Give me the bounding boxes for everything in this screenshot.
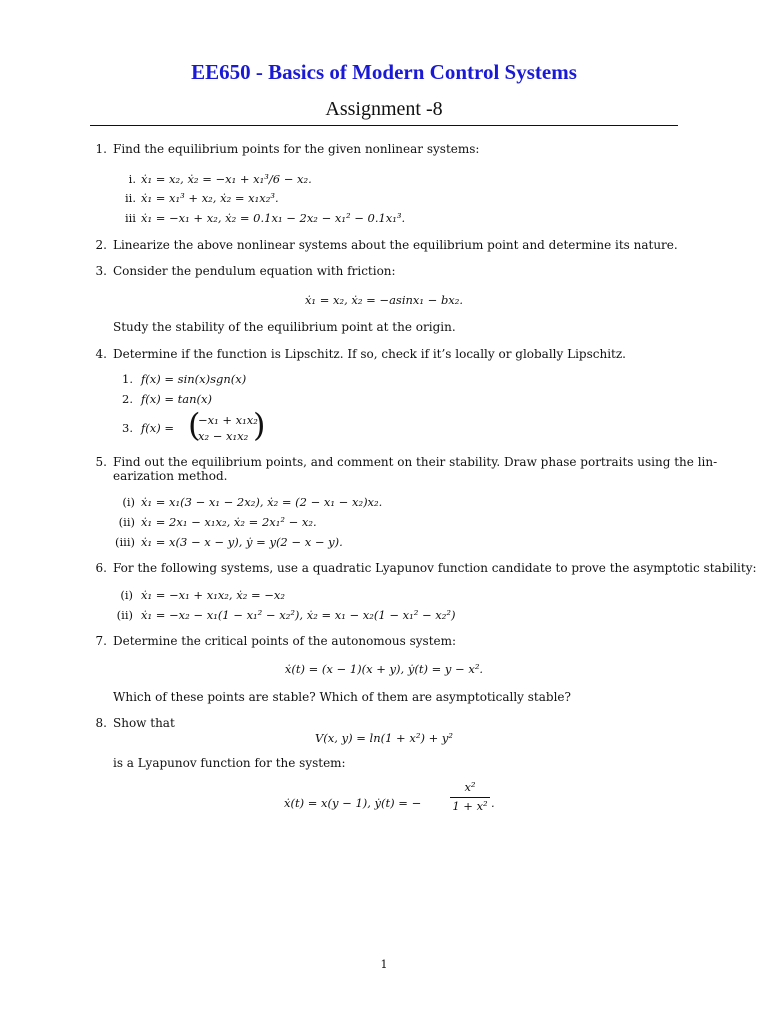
q1-item-eq: ẋ₁ = −x₁ + x₂, ẋ₂ = 0.1x₁ − 2x₂ − x₁² − 0.1x₁³. [141,211,406,225]
q7-text: Determine the critical points of the autonomous system: [113,634,457,648]
q8-equation-v: V(x, y) = ln(1 + x²) + y² [315,731,453,745]
q1-item-label: i. [128,172,136,186]
q3-after-text: Study the stability of the equilibrium point at the origin. [113,320,456,334]
q5-item-eq: ẋ₁ = 2x₁ − x₁x₂, ẋ₂ = 2x₁² − x₂. [141,515,317,529]
q6-item-label: (ii) [116,608,133,622]
q3-text: Consider the pendulum equation with friction: [113,264,396,278]
q4-matrix-row: x₂ − x₁x₂ [198,429,249,443]
q7-after-text: Which of these points are stable? Which of them are asymptotically stable? [113,690,571,704]
q8-text: Show that [113,716,175,730]
q5-number: 5. [95,455,107,469]
q4-item-label: 2. [122,392,133,406]
q5-item-label: (iii) [114,535,135,549]
q7-equation: ẋ(t) = (x − 1)(x + y), ẏ(t) = y − x². [284,662,484,676]
q1-number: 1. [95,142,107,156]
q2-text: Linearize the above nonlinear systems about the equilibrium point and determine its nature. [113,238,678,252]
document-title: EE650 - Basics of Modern Control Systems [191,60,577,84]
q8-equation-part: ẋ(t) = x(y − 1), ẏ(t) = − [284,796,422,810]
q4-matrix-row: −x₁ + x₁x₂ [198,413,258,427]
q2-number: 2. [95,238,107,252]
fraction-denominator: 1 + x² [452,799,488,813]
q7-number: 7. [95,634,107,648]
q6-item-eq: ẋ₁ = −x₂ − x₁(1 − x₁² − x₂²), ẋ₂ = x₁ − x₂(1 − x₁² − x₂²) [141,608,456,622]
q4-text: Determine if the function is Lipschitz. If so, check if it’s locally or globally Lipschitz. [113,347,626,361]
q8-number: 8. [95,716,107,730]
q6-item-label: (i) [120,588,133,602]
q1-item-label: ii. [124,191,136,205]
fraction-numerator: x² [464,780,476,794]
q5-item-eq: ẋ₁ = x(3 − x − y), ẏ = y(2 − x − y). [141,535,343,549]
q8-mid-text: is a Lyapunov function for the system: [113,756,346,770]
q1-item-label: iii [124,211,136,225]
q6-number: 6. [95,561,107,575]
q4-item-eq: f(x) = [141,421,175,435]
document-subtitle: Assignment -8 [325,98,443,120]
q4-item-eq: f(x) = tan(x) [141,392,213,406]
q4-number: 4. [95,347,107,361]
q6-text: For the following systems, use a quadratic Lyapunov function candidate to prove the asymptotic stability: [113,561,757,575]
q4-item-label: 3. [122,421,133,435]
q5-text: earization method. [113,469,228,483]
title-rule [90,125,678,126]
q8-equation-end: . [491,796,495,810]
q5-item-eq: ẋ₁ = x₁(3 − x₁ − 2x₂), ẋ₂ = (2 − x₁ − x₂)x₂. [141,495,383,509]
q3-number: 3. [95,264,107,278]
q1-item-eq: ẋ₁ = x₁³ + x₂, ẋ₂ = x₁x₂³. [141,191,279,205]
q1-item-eq: ẋ₁ = x₂, ẋ₂ = −x₁ + x₁³/6 − x₂. [141,172,312,186]
q1-text: Find the equilibrium points for the given nonlinear systems: [113,142,480,156]
page-number: 1 [380,958,388,971]
q5-text: Find out the equilibrium points, and comment on their stability. Draw phase portraits using the lin- [113,455,718,469]
left-paren-icon: ( [188,406,201,444]
right-paren-icon: ) [253,406,266,444]
q3-equation: ẋ₁ = x₂, ẋ₂ = −asinx₁ − bx₂. [304,293,464,307]
q5-item-label: (ii) [118,515,135,529]
q4-item-eq: f(x) = sin(x)sgn(x) [141,372,247,386]
q6-item-eq: ẋ₁ = −x₁ + x₁x₂, ẋ₂ = −x₂ [141,588,285,602]
q5-item-label: (i) [122,495,135,509]
q4-item-label: 1. [122,372,133,386]
fraction-bar [450,797,490,798]
